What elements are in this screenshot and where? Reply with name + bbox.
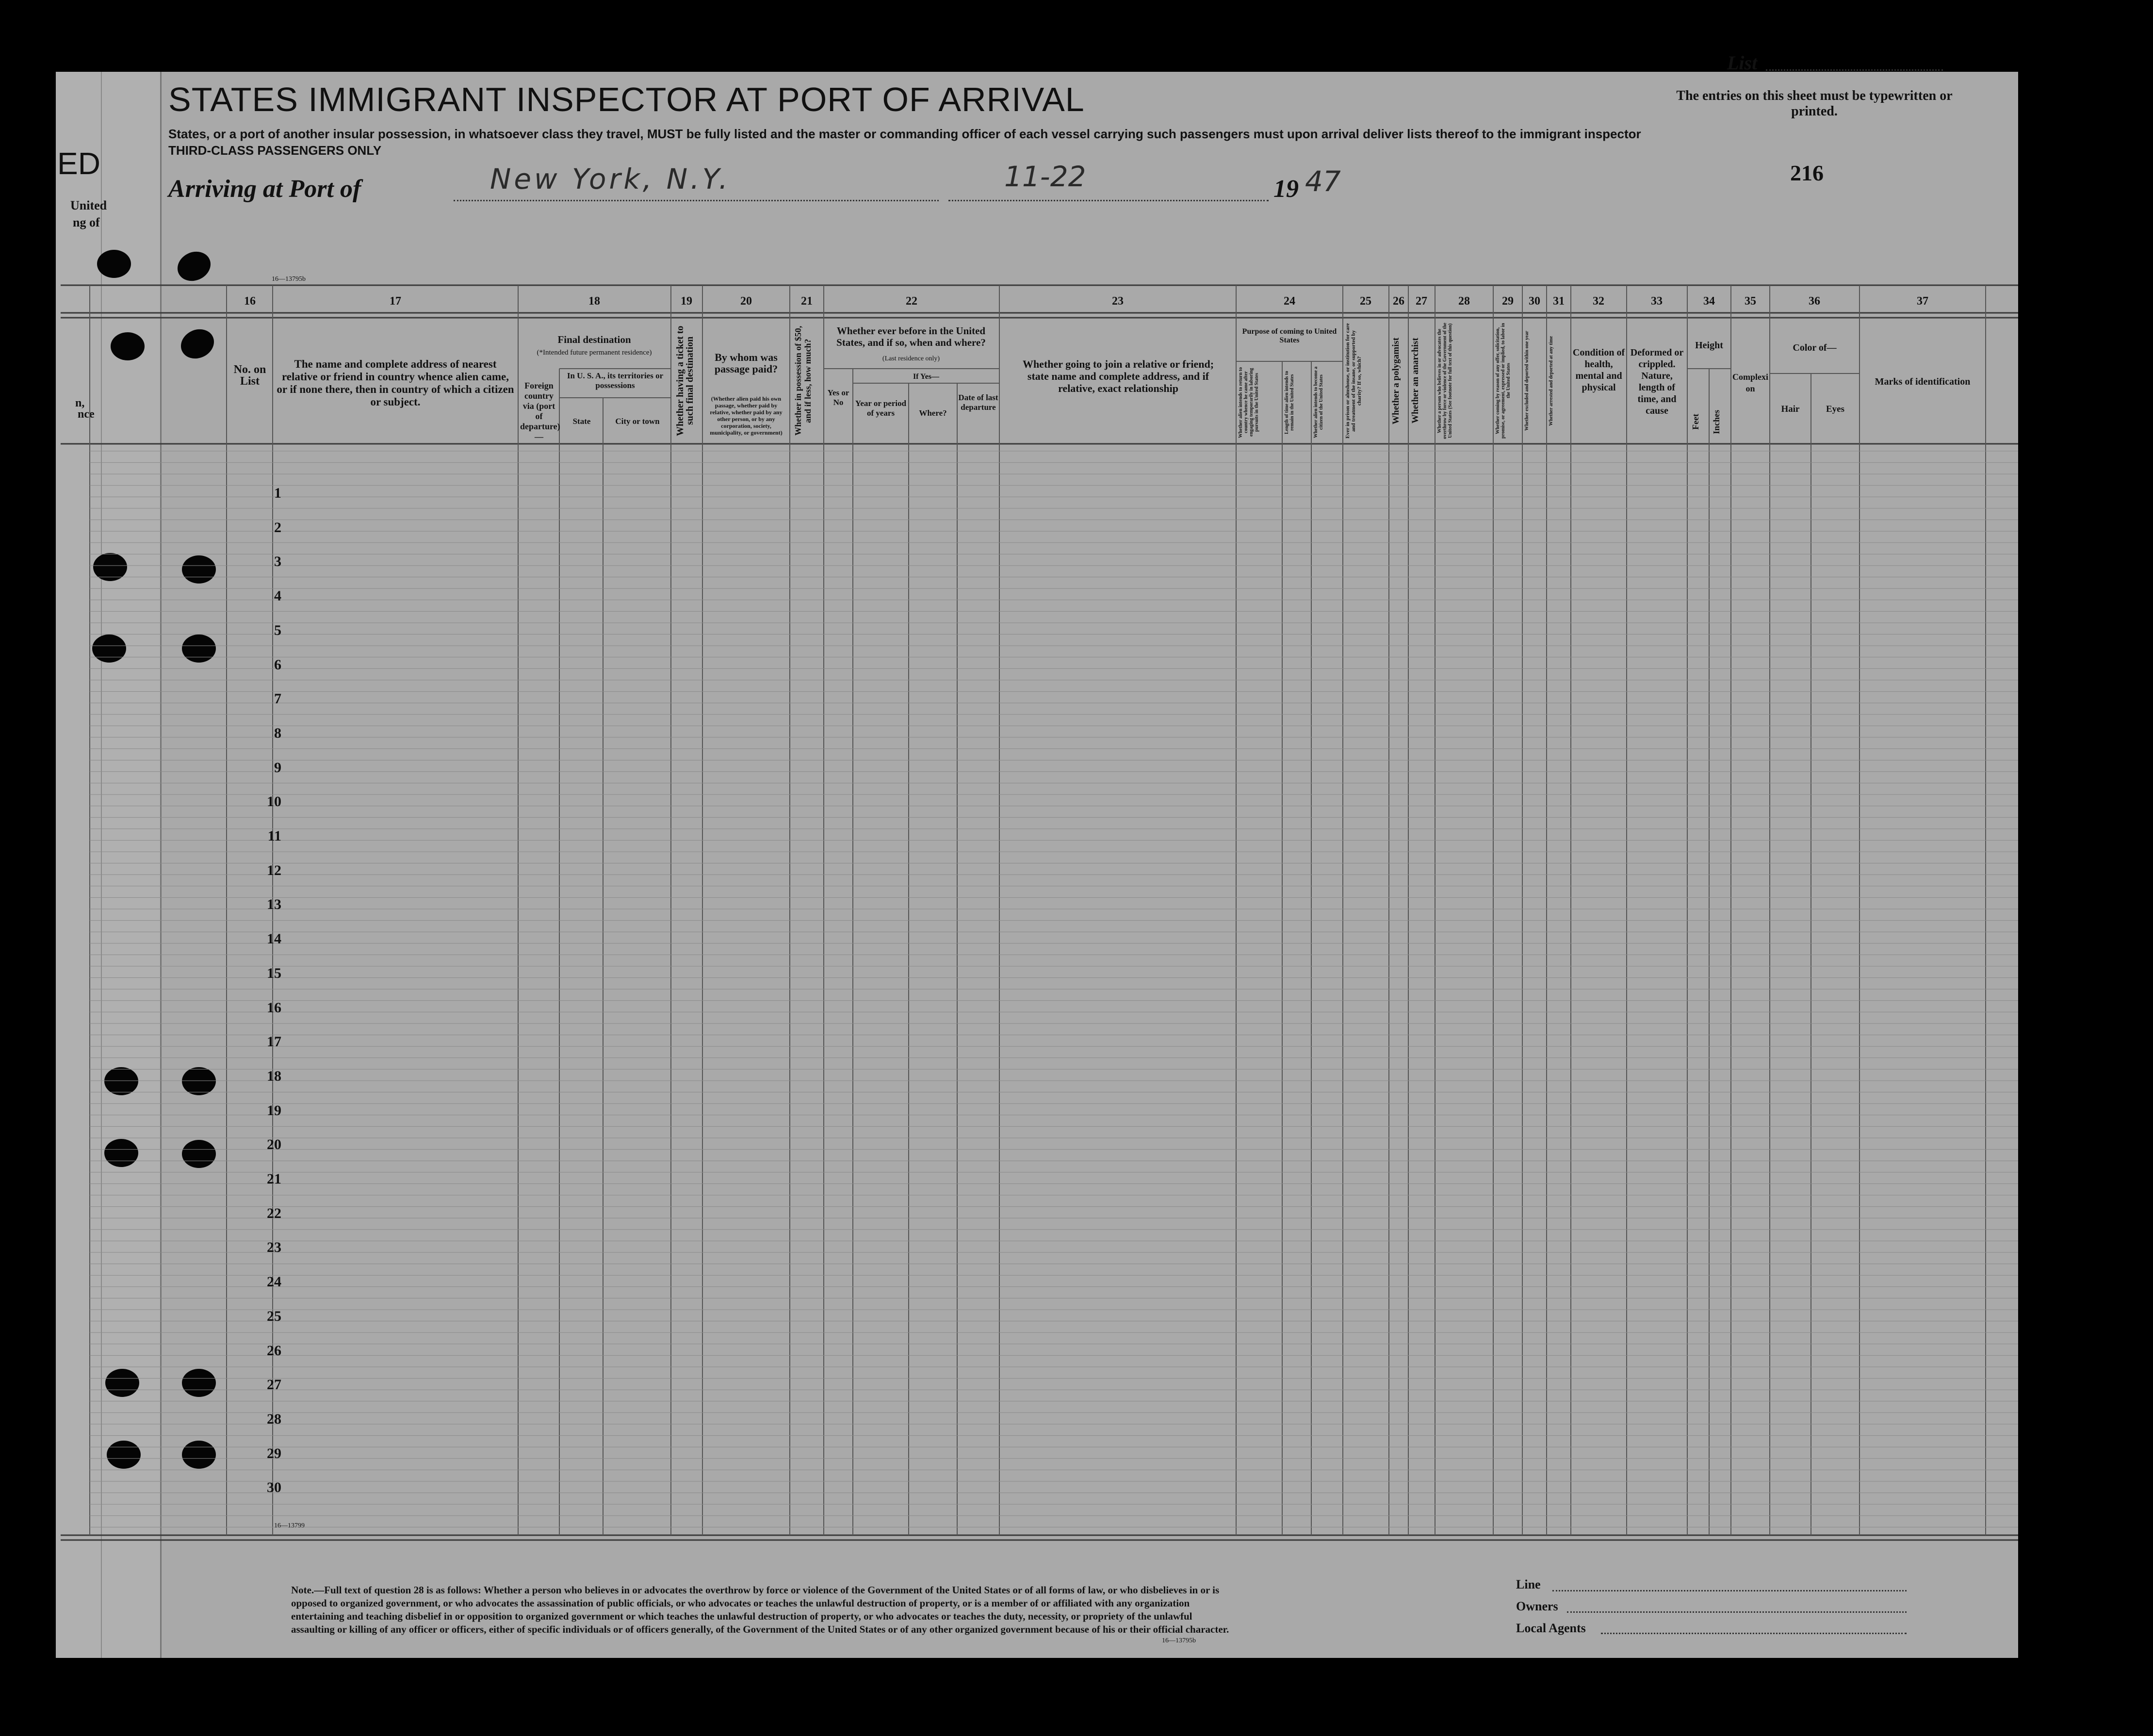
column-number: 26 [1393, 295, 1404, 308]
row-number: 19 [267, 1102, 281, 1119]
line-field [1552, 1590, 1907, 1591]
column-number: 31 [1553, 295, 1565, 308]
col18-state: State [572, 417, 591, 426]
col22-date: Date of last departure [958, 393, 998, 412]
col35-header: Complexion [1732, 372, 1768, 393]
row-number: 14 [267, 931, 281, 947]
list-label: List [1727, 52, 1758, 74]
col22-subtitle: (Last residence only) [882, 355, 940, 362]
col29-header: Whether coming by reason of any offer, solicitation, promise, or agreement, expressed or implied, to labor in the United States [1495, 323, 1511, 439]
row-number: 21 [267, 1171, 281, 1187]
col33-header: Deformed or crippled. Nature, length of time, and cause [1630, 347, 1684, 416]
col18-foreign: Foreign country via (port of departure)— [520, 381, 560, 441]
col22-yesno: Yes or No [827, 388, 849, 407]
col20-subtitle: (Whether alien paid his own passage, whether paid by relative, whether paid by any other person, or by any corporation, society, municipality, or government) [710, 395, 783, 436]
row-number: 1 [274, 485, 281, 501]
year-handwritten: 47 [1305, 165, 1341, 198]
stub-line: n, [75, 397, 85, 409]
sheet-number: 216 [1790, 161, 1824, 185]
arriving-label: Arriving at Port of [168, 175, 361, 203]
form-title: STATES IMMIGRANT INSPECTOR AT PORT OF ARRIVAL [168, 81, 1085, 118]
row-number: 22 [267, 1205, 281, 1221]
col19-header: Whether having a ticket to such final destination [675, 325, 695, 436]
row-number: 16 [267, 999, 281, 1016]
column-number: 34 [1703, 295, 1715, 308]
col22-ifyes: If Yes— [913, 373, 940, 381]
column-number: 28 [1458, 295, 1470, 308]
row-number: 4 [274, 588, 281, 604]
form-notice: States, or a port of another insular possession, in whatsoever class they travel, MUST be fully listed and the master or commanding officer of each vessel carrying such passengers must upon arrival deliver lists thereof to the immigrant inspector THIRD-CLASS PASSENGERS ONLY [168, 127, 1641, 158]
col23-header: Whether going to join a relative or friend; state name and complete address, and if relative, exact relationship [1022, 358, 1214, 394]
date-handwritten: 11-22 [1004, 160, 1086, 193]
col22-year: Year or period of years [855, 399, 907, 418]
col24-length: Length of time alien intends to remain in the United States [1284, 371, 1295, 434]
col18-city: City or town [615, 417, 660, 426]
local-agents-label: Local Agents [1516, 1621, 1586, 1635]
column-number: 36 [1809, 295, 1820, 308]
row-number: 18 [267, 1068, 281, 1084]
row-number: 13 [267, 896, 281, 913]
owners-field [1567, 1611, 1907, 1613]
print-code: 16—13799 [274, 1522, 305, 1529]
row-number: 5 [274, 622, 281, 638]
col36-hair: Hair [1781, 404, 1800, 414]
col36-eyes: Eyes [1826, 404, 1844, 414]
col24-return: Whether alien intends to return to country whence he came after engaging temporarily in laboring pursuits in the United States [1238, 367, 1259, 438]
col30-header: Whether excluded and deported within one year [1524, 331, 1530, 431]
year-prefix: 19 [1273, 175, 1299, 203]
col20-title: By whom was passage paid? [714, 351, 778, 375]
col24-citizen: Whether alien intends to become a citizen of the United States [1313, 366, 1324, 438]
col16-header: No. on List [233, 363, 266, 388]
col18-usa: In U. S. A., its territories or possessions [567, 371, 664, 390]
row-number: 15 [267, 965, 281, 981]
col32-header: Condition of health, mental and physical [1572, 347, 1625, 393]
column-number: 37 [1917, 295, 1928, 308]
column-number: 16 [244, 295, 256, 308]
col37-header: Marks of identification [1875, 376, 1971, 387]
owners-label: Owners [1516, 1599, 1558, 1613]
row-number: 29 [267, 1445, 281, 1461]
col34-feet: Feet [1691, 414, 1700, 430]
row-number: 7 [274, 691, 281, 707]
col24-title: Purpose of coming to United States [1242, 327, 1337, 344]
stub-line: ng of [73, 215, 100, 229]
print-code: 16—13795b [1162, 1637, 1196, 1644]
col17-header: The name and complete address of nearest relative or friend in country whence alien came, or if none there, then in country of which a citizen or subject. [277, 358, 514, 408]
row-number: 8 [274, 725, 281, 741]
column-number: 24 [1284, 295, 1295, 308]
col26-header: Whether a polygamist [1391, 337, 1401, 424]
row-number: 24 [267, 1274, 281, 1290]
row-number: 10 [267, 794, 281, 810]
column-number: 17 [390, 295, 401, 308]
row-number: 17 [267, 1034, 281, 1050]
column-number: 18 [588, 295, 600, 308]
col34-inches: Inches [1712, 410, 1721, 435]
col28-header: Whether a person who believes in or advocates the overthrow by force or violence of the Government of the United States (See footnote for full text of this question) [1437, 323, 1453, 439]
column-number: 33 [1651, 295, 1663, 308]
row-number: 30 [267, 1479, 281, 1496]
column-number: 29 [1502, 295, 1514, 308]
stub-line: nce [78, 408, 95, 421]
col31-header: Whether arrested and deported at any time [1549, 336, 1554, 426]
col18-subtitle: (*Intended future permanent residence) [537, 349, 652, 357]
column-number: 21 [801, 295, 813, 308]
line-label: Line [1516, 1577, 1541, 1591]
column-number: 20 [740, 295, 752, 308]
row-number: 3 [274, 553, 281, 570]
column-number: 22 [906, 295, 917, 308]
stub-line: United [70, 198, 107, 212]
col34-title: Height [1695, 340, 1723, 351]
entries-note: The entries on this sheet must be typewritten or printed. [1676, 88, 1953, 119]
column-number: 23 [1112, 295, 1124, 308]
row-number: 28 [267, 1411, 281, 1427]
column-number: 19 [681, 295, 692, 308]
col27-header: Whether an anarchist [1410, 338, 1420, 424]
local-agents-field [1601, 1633, 1907, 1634]
row-number: 26 [267, 1342, 281, 1359]
row-number: 25 [267, 1308, 281, 1324]
row-number: 6 [274, 656, 281, 673]
column-number: 30 [1529, 295, 1540, 308]
print-code: 16—13795b [272, 276, 306, 283]
col21-header: Whether in possession of $50, and if less, how much? [793, 325, 813, 436]
row-number: 27 [267, 1377, 281, 1393]
row-number: 2 [274, 519, 281, 535]
col36-title: Color of— [1793, 342, 1837, 353]
column-number: 27 [1416, 295, 1427, 308]
stub-top-letters: ED [57, 146, 100, 181]
row-number: 11 [267, 828, 281, 844]
column-number: 35 [1745, 295, 1756, 308]
footnote-question-28: Note.—Full text of question 28 is as follows: Whether a person who believes in or advocates the overthrow by force or violence of the Government of the United States or of all forms of law, or who disbelieves in or is opposed to organized government, or who advocates the assassination of public officials, or who advocates or teaches the unlawful destruction of property, or is a member of or affiliated with any organization entertaining and teaching disbelief in or opposition to organized government or which teaches the unlawful destruction of property, or who advocates or teaches the duty, necessity, or propriety of the unlawful assaulting or killing of any officer or officers, either of specific individuals or of officers generally, of the Government of the United States or of any other organized government because of his or their official character. [291, 1584, 1229, 1635]
column-number: 25 [1360, 295, 1371, 308]
col22-title: Whether ever before in the United States, and if so, when and where? [836, 325, 986, 348]
row-number: 12 [267, 862, 281, 878]
col18-title: Final destination [557, 334, 631, 345]
column-number: 32 [1593, 295, 1604, 308]
port-handwritten: New York, N.Y. [490, 162, 731, 195]
col22-where: Where? [919, 408, 947, 418]
row-number: 9 [274, 759, 281, 776]
row-number: 23 [267, 1239, 281, 1256]
col25-header: Ever in prison or almshouse, or institution for care and treatment of the insane, or supported by charity? If so, which? [1345, 323, 1362, 438]
row-number: 20 [267, 1136, 281, 1153]
